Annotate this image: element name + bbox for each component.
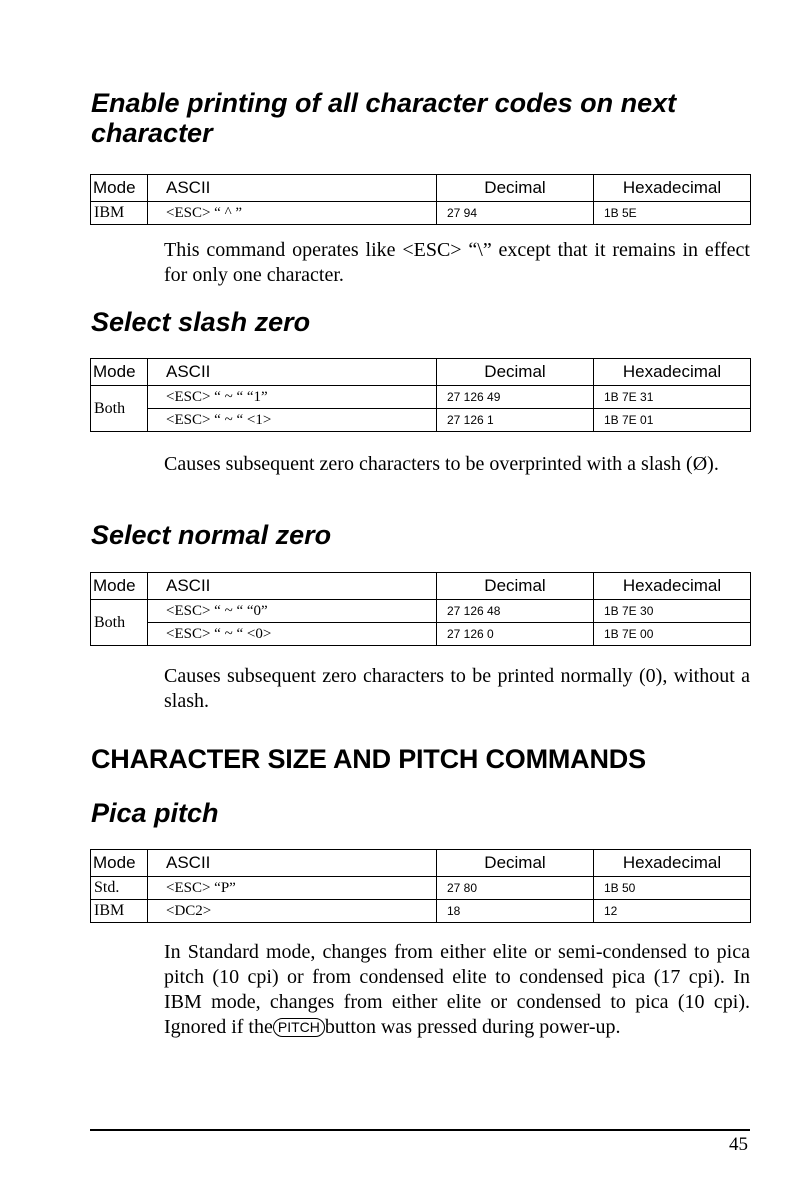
cell-decimal: 27 126 49 <box>437 386 594 409</box>
header-ascii: ASCII <box>148 850 437 877</box>
cell-decimal: 27 94 <box>437 202 594 225</box>
description-normal-zero: Causes subsequent zero characters to be printed normally (0), without a slash. <box>164 665 750 712</box>
cell-mode: IBM <box>91 202 148 225</box>
table-row <box>91 386 751 409</box>
cell-hex: 1B 7E 30 <box>594 600 751 623</box>
footer-rule <box>90 1129 750 1131</box>
section-title-normal-zero: Select normal zero <box>91 520 332 550</box>
description-slash-zero: Causes subsequent zero characters to be overprinted with a slash (Ø). <box>164 453 719 475</box>
table-header-row <box>91 573 751 600</box>
table-row <box>91 900 751 923</box>
description-pica-pitch <box>164 940 750 1040</box>
cell-decimal: 27 80 <box>437 877 594 900</box>
cell-hex: 1B 50 <box>594 877 751 900</box>
description-text-after: button was pressed during power-up. <box>324 1016 621 1038</box>
command-table-normal-zero <box>90 572 751 646</box>
cell-decimal: 27 126 0 <box>437 623 594 646</box>
header-ascii: ASCII <box>148 573 437 600</box>
description-text-before: In Standard mode, changes from either elite or semi-condensed to pica pitch (10 cpi) or from condensed elite to condensed pica (17 cpi). In IBM mode, changes from either elite or condensed to pica (10 cpi). Ignored if the <box>164 941 750 1038</box>
cell-decimal: 27 126 1 <box>437 409 594 432</box>
cell-decimal: 27 126 48 <box>437 600 594 623</box>
table-row <box>91 409 751 432</box>
cell-hex: 1B 7E 31 <box>594 386 751 409</box>
cell-mode: Both <box>91 600 148 646</box>
cell-mode: IBM <box>91 900 148 923</box>
header-hex: Hexadecimal <box>594 175 751 202</box>
cell-ascii: <ESC> “ ~ “ “0” <box>148 600 437 623</box>
cell-decimal: 18 <box>437 900 594 923</box>
cell-mode: Both <box>91 386 148 432</box>
cell-hex: 1B 7E 00 <box>594 623 751 646</box>
header-hex: Hexadecimal <box>594 850 751 877</box>
page-number: 45 <box>729 1134 748 1155</box>
header-mode: Mode <box>91 359 148 386</box>
table-row <box>91 877 751 900</box>
cell-hex: 12 <box>594 900 751 923</box>
cell-ascii: <ESC> “ ~ “ <1> <box>148 409 437 432</box>
command-table-pica-pitch <box>90 849 751 923</box>
header-hex: Hexadecimal <box>594 359 751 386</box>
header-mode: Mode <box>91 850 148 877</box>
command-table-enable-all-codes <box>90 174 751 225</box>
section-title-pica-pitch: Pica pitch <box>91 798 219 828</box>
header-mode: Mode <box>91 175 148 202</box>
table-row <box>91 600 751 623</box>
chapter-heading: CHARACTER SIZE AND PITCH COMMANDS <box>91 744 646 774</box>
section-title-slash-zero: Select slash zero <box>91 307 311 337</box>
pitch-button-label: PITCH <box>273 1018 325 1037</box>
command-table-slash-zero <box>90 358 751 432</box>
cell-ascii: <ESC> “P” <box>148 877 437 900</box>
header-decimal: Decimal <box>437 573 594 600</box>
cell-hex: 1B 5E <box>594 202 751 225</box>
header-hex: Hexadecimal <box>594 573 751 600</box>
cell-ascii: <ESC> “ ^ ” <box>148 202 437 225</box>
header-decimal: Decimal <box>437 359 594 386</box>
cell-mode: Std. <box>91 877 148 900</box>
header-decimal: Decimal <box>437 850 594 877</box>
header-ascii: ASCII <box>148 359 437 386</box>
table-row <box>91 202 751 225</box>
table-header-row <box>91 359 751 386</box>
description-enable-all-codes: This command operates like <ESC> “\” except that it remains in effect for only one character. <box>164 239 750 286</box>
header-ascii: ASCII <box>148 175 437 202</box>
cell-ascii: <DC2> <box>148 900 437 923</box>
cell-ascii: <ESC> “ ~ “ “1” <box>148 386 437 409</box>
table-header-row <box>91 175 751 202</box>
table-header-row <box>91 850 751 877</box>
cell-ascii: <ESC> “ ~ “ <0> <box>148 623 437 646</box>
header-decimal: Decimal <box>437 175 594 202</box>
table-row <box>91 623 751 646</box>
section-title-enable-all-codes: Enable printing of all character codes on next character <box>91 88 677 148</box>
header-mode: Mode <box>91 573 148 600</box>
cell-hex: 1B 7E 01 <box>594 409 751 432</box>
